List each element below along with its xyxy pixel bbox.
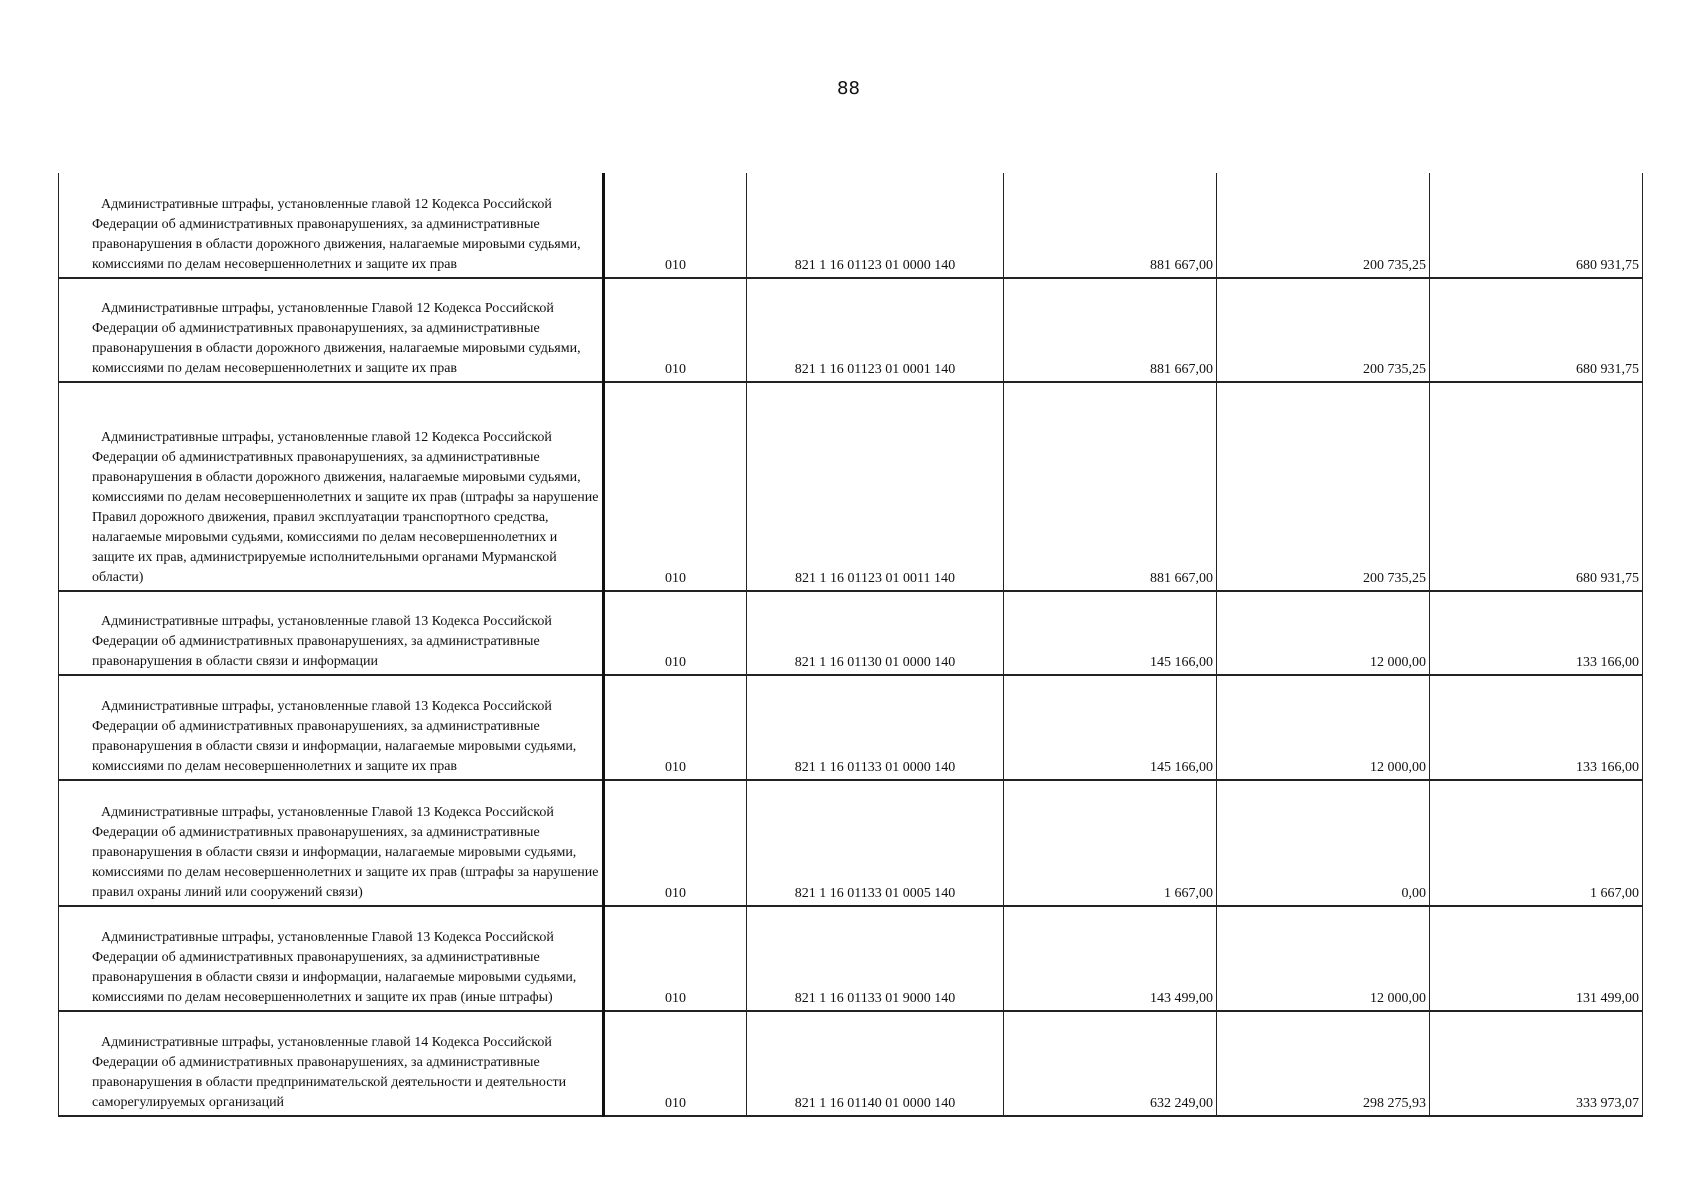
row-approved-amount: 881 667,00 [1004,173,1217,278]
row-approved-amount: 143 499,00 [1004,906,1217,1011]
row-budget-code: 821 1 16 01140 01 0000 140 [747,1011,1004,1116]
row-line-code: 010 [604,675,747,780]
row-approved-amount: 145 166,00 [1004,675,1217,780]
row-approved-amount: 1 667,00 [1004,780,1217,906]
row-budget-code: 821 1 16 01133 01 0005 140 [747,780,1004,906]
row-approved-amount: 881 667,00 [1004,382,1217,591]
row-executed-amount: 298 275,93 [1217,1011,1430,1116]
row-budget-code: 821 1 16 01123 01 0011 140 [747,382,1004,591]
page-number: 88 [837,78,860,99]
row-line-code: 010 [604,173,747,278]
row-line-code: 010 [604,780,747,906]
row-unexecuted-amount: 133 166,00 [1430,675,1643,780]
table-row [59,1011,1643,1116]
row-unexecuted-amount: 333 973,07 [1430,1011,1643,1116]
row-executed-amount: 12 000,00 [1217,675,1430,780]
row-unexecuted-amount: 131 499,00 [1430,906,1643,1011]
row-line-code: 010 [604,1011,747,1116]
row-executed-amount: 12 000,00 [1217,906,1430,1011]
row-line-code: 010 [604,906,747,1011]
row-budget-code: 821 1 16 01123 01 0001 140 [747,278,1004,382]
row-description: Административные штрафы, установленные главой 13 Кодекса Российской Федерации об административных правонарушениях, за административные правонарушения в области связи и информации [59,591,604,675]
table-row [59,780,1643,906]
row-budget-code: 821 1 16 01133 01 0000 140 [747,675,1004,780]
row-executed-amount: 200 735,25 [1217,382,1430,591]
row-description: Административные штрафы, установленные главой 12 Кодекса Российской Федерации об административных правонарушениях, за административные правонарушения в области дорожного движения, налагаемые мировыми судьями, комиссиями по делам несовершеннолетних и защите их прав (штрафы за нарушение Правил дорожного движения, правил эксплуатации транспортного средства, налагаемые мировыми судьями, комиссиями по делам несовершеннолетних и защите их прав, администрируемые исполнительными органами Мурманской области) [59,382,604,591]
row-approved-amount: 632 249,00 [1004,1011,1217,1116]
row-description: Административные штрафы, установленные главой 12 Кодекса Российской Федерации об административных правонарушениях, за административные правонарушения в области дорожного движения, налагаемые мировыми судьями, комиссиями по делам несовершеннолетних и защите их прав [59,173,604,278]
table-row [59,591,1643,675]
row-executed-amount: 200 735,25 [1217,278,1430,382]
row-description: Административные штрафы, установленные главой 13 Кодекса Российской Федерации об административных правонарушениях, за административные правонарушения в области связи и информации, налагаемые мировыми судьями, комиссиями по делам несовершеннолетних и защите их прав [59,675,604,780]
row-budget-code: 821 1 16 01123 01 0000 140 [747,173,1004,278]
row-description: Административные штрафы, установленные главой 14 Кодекса Российской Федерации об административных правонарушениях, за административные правонарушения в области предпринимательской деятельности и деятельности саморегулируемых организаций [59,1011,604,1116]
table-row [59,675,1643,780]
row-approved-amount: 881 667,00 [1004,278,1217,382]
row-executed-amount: 200 735,25 [1217,173,1430,278]
row-line-code: 010 [604,278,747,382]
row-description: Административные штрафы, установленные Главой 12 Кодекса Российской Федерации об административных правонарушениях, за административные правонарушения в области дорожного движения, налагаемые мировыми судьями, комиссиями по делам несовершеннолетних и защите их прав [59,278,604,382]
row-line-code: 010 [604,591,747,675]
row-unexecuted-amount: 133 166,00 [1430,591,1643,675]
row-budget-code: 821 1 16 01133 01 9000 140 [747,906,1004,1011]
row-budget-code: 821 1 16 01130 01 0000 140 [747,591,1004,675]
table-body [59,173,1643,1116]
table-row [59,382,1643,591]
row-line-code: 010 [604,382,747,591]
row-unexecuted-amount: 680 931,75 [1430,173,1643,278]
row-executed-amount: 12 000,00 [1217,591,1430,675]
table-row [59,278,1643,382]
row-unexecuted-amount: 680 931,75 [1430,278,1643,382]
row-unexecuted-amount: 680 931,75 [1430,382,1643,591]
table-row [59,906,1643,1011]
row-executed-amount: 0,00 [1217,780,1430,906]
row-description: Административные штрафы, установленные Главой 13 Кодекса Российской Федерации об административных правонарушениях, за административные правонарушения в области связи и информации, налагаемые мировыми судьями, комиссиями по делам несовершеннолетних и защите их прав (штрафы за нарушение правил охраны линий или сооружений связи) [59,780,604,906]
table-row [59,173,1643,278]
row-description: Административные штрафы, установленные Главой 13 Кодекса Российской Федерации об административных правонарушениях, за административные правонарушения в области связи и информации, налагаемые мировыми судьями, комиссиями по делам несовершеннолетних и защите их прав (иные штрафы) [59,906,604,1011]
revenue-table [58,173,1643,1117]
row-unexecuted-amount: 1 667,00 [1430,780,1643,906]
row-approved-amount: 145 166,00 [1004,591,1217,675]
